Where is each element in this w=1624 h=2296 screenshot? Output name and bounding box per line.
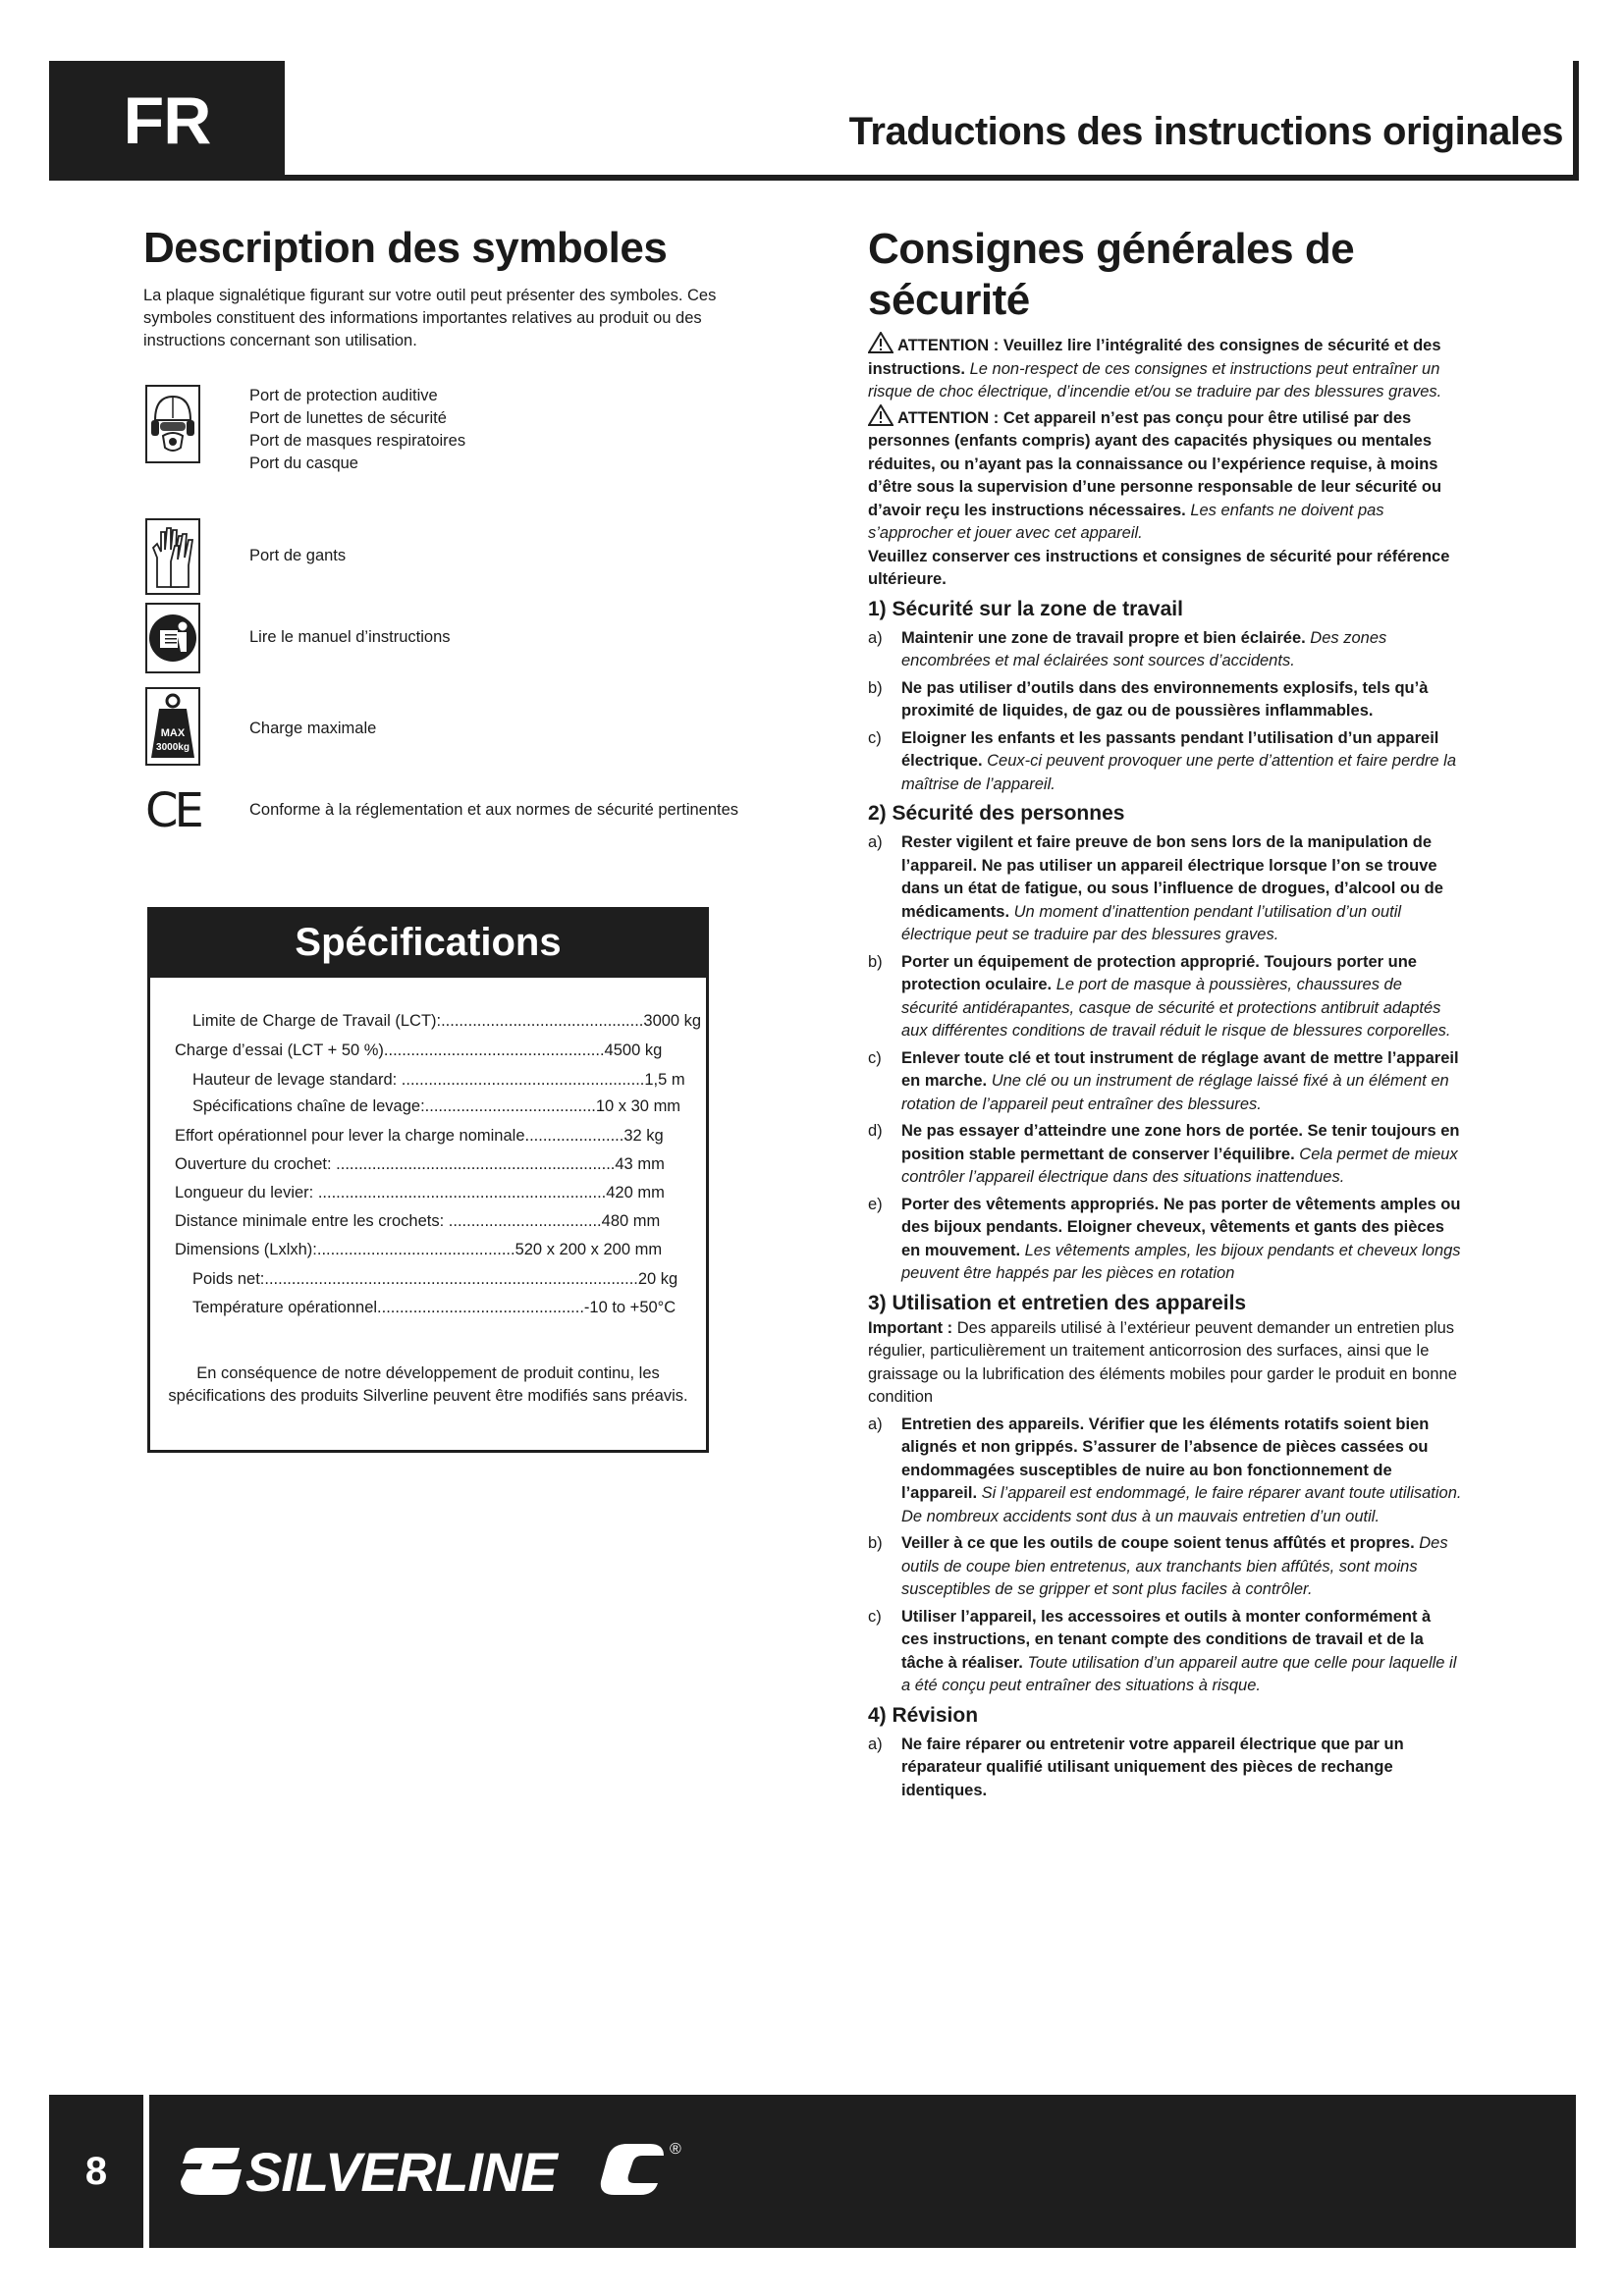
section-intro-bold: Important :: [868, 1318, 953, 1337]
item-italic: Des outils de coupe bien entretenus, aux tranchants bien affûtés, sont moins susceptibles de se gripper et sont plus faciles à contrôler.: [901, 1534, 1448, 1598]
symbol-text: Port du casque: [249, 454, 358, 472]
item-italic: Une clé ou un instrument de réglage laissé fixé à un élément en rotation de l’appareil peut entraîner des blessures.: [901, 1072, 1449, 1113]
spec-line: Effort opérationnel pour lever la charge nominale......................32 kg: [175, 1127, 664, 1145]
item-bold: Porter des vêtements appropriés. Ne pas porter de vêtements amples ou des bijoux pendants. Eloigner cheveux, vêtements et gants des pièces en mouvement.: [901, 1195, 1461, 1259]
symbol-text: Charge maximale: [249, 720, 377, 737]
list-item: [868, 1606, 1462, 1698]
symbols-intro: La plaque signalétique figurant sur votre outil peut présenter des symboles. Ces symboles constituent des informations importantes relatives au produit ou des instructions concernant son utilisation.: [143, 287, 717, 349]
section-heading: 2) Sécurité des personnes: [868, 802, 1125, 825]
item-label: a): [868, 1415, 883, 1433]
warning-1: [868, 332, 1462, 404]
item-italic: Ceux-ci peuvent provoquer une perte d’attention et faire perdre la maîtrise de l’appareil.: [901, 752, 1457, 793]
item-label: d): [868, 1122, 883, 1140]
list-item: [868, 727, 1462, 797]
item-bold: Porter un équipement de protection approprié. Toujours porter une protection oculaire.: [901, 952, 1417, 993]
spec-line: Limite de Charge de Travail (LCT):.............................................3000 kg: [192, 1012, 702, 1030]
list-item: [868, 1414, 1462, 1529]
list-item: [868, 627, 1462, 673]
spec-line: Distance minimale entre les crochets: ..................................480 mm: [175, 1212, 661, 1230]
item-bold: Entretien des appareils. Vérifier que les éléments rotatifs soient bien alignés et non grippés. S’assurer de l’absence de pièces cassées ou endommagées susceptibles de nuire au bon fonctionnement de l’appareil.: [901, 1415, 1430, 1502]
item-bold: Veiller à ce que les outils de coupe soient tenus affûtés et propres.: [901, 1534, 1415, 1552]
warning-2-italic: Les enfants ne doivent pas s’approcher et jouer avec cet appareil.: [868, 501, 1384, 542]
header-rule: [285, 175, 1579, 181]
brand-name: SILVERLINE: [245, 2141, 557, 2203]
spec-line: Longueur du levier: ................................................................420 mm: [175, 1184, 665, 1201]
list-item: [868, 1120, 1462, 1190]
max-load-icon: [145, 687, 200, 766]
warning-triangle-icon: [868, 332, 893, 353]
symbol-text: Conforme à la réglementation et aux normes de sécurité pertinentes: [249, 801, 739, 819]
item-bold: Rester vigilent et faire preuve de bon sens lors de la manipulation de l’appareil. Ne pas utiliser un appareil électrique lorsque l’on se trouve dans un état de fatigue, ou sous l’influence de drogues, d’alcool ou de médicaments.: [901, 833, 1443, 921]
spec-line: Ouverture du crochet: ..............................................................43 mm: [175, 1155, 665, 1173]
list-item: [868, 677, 1462, 723]
item-italic: Toute utilisation d’un appareil autre que celle pour laquelle il a été conçu peut entraîner des situations à risque.: [901, 1653, 1457, 1694]
header-vertical-rule: [1573, 61, 1579, 181]
registered-mark: ®: [670, 2141, 681, 2158]
list-item: [868, 1047, 1462, 1117]
list-item: [868, 951, 1462, 1043]
document-title: Traductions des instructions originales: [848, 110, 1563, 153]
symbol-text: Port de masques respiratoires: [249, 432, 466, 450]
section-heading: 4) Révision: [868, 1703, 979, 1727]
silverline-logo: [173, 2130, 723, 2209]
list-item: [868, 1734, 1462, 1803]
item-label: a): [868, 833, 883, 851]
symbol-text: Port de protection auditive: [249, 387, 438, 404]
symbol-text: Port de lunettes de sécurité: [249, 409, 447, 427]
symbol-text: Port de gants: [249, 547, 347, 564]
symbol-text: Lire le manuel d’instructions: [249, 628, 451, 646]
item-bold: Eloigner les enfants et les passants pendant l’utilisation d’un appareil électrique.: [901, 728, 1439, 770]
section-intro: [868, 1317, 1462, 1410]
item-label: c): [868, 1607, 882, 1626]
item-bold: Maintenir une zone de travail propre et bien éclairée.: [901, 628, 1306, 647]
list-item: [868, 1532, 1462, 1602]
logo-right-hook-icon: [601, 2144, 664, 2195]
item-italic: Le port de masque à poussières, chaussures de sécurité antidérapantes, casque de sécurité et protections antibruit adaptés aux différentes conditions de travail réduit le risque de blessures corporelles.: [901, 976, 1451, 1040]
item-italic: Cela permet de mieux contrôler l’appareil électrique dans des situations inattendues.: [901, 1145, 1458, 1186]
spec-line: Poids net:...................................................................................20 kg: [192, 1270, 678, 1288]
item-italic: Un moment d’inattention pendant l’utilisation d’un outil électrique peut se traduire par des blessures graves.: [901, 902, 1402, 943]
warning-2: [868, 404, 1462, 546]
item-label: c): [868, 1048, 882, 1067]
gloves-icon: [145, 518, 200, 595]
spec-line: Température opérationnel..............................................-10 to +50°C: [192, 1299, 677, 1316]
list-item: [868, 831, 1462, 947]
section-intro-text: Des appareils utilisé à l’extérieur peuvent demander un entretien plus régulier, particulièrement un traitement anticorrosion des surfaces, ainsi que le graissage ou la lubrification des éléments mobiles pour garder le produit en bonne condition: [868, 1318, 1457, 1406]
footer-divider: [143, 2095, 149, 2248]
item-bold: Ne faire réparer ou entretenir votre appareil électrique que par un réparateur qualifié utilisant uniquement des pièces de rechange identiques.: [901, 1735, 1404, 1799]
logo-left-hook-icon: [181, 2148, 242, 2195]
keep-instructions-text: Veuillez conserver ces instructions et consignes de sécurité pour référence ultérieure.: [868, 547, 1450, 588]
page-number: 8: [84, 2149, 108, 2193]
specifications-heading: Spécifications: [147, 907, 709, 978]
section-heading: 3) Utilisation et entretien des appareils: [868, 1291, 1247, 1314]
list-item: [868, 1194, 1462, 1286]
safety-column: [868, 224, 1462, 1802]
symbols-heading: Description des symboles: [143, 224, 668, 272]
safety-heading: Consignes générales de sécurité: [868, 225, 1355, 324]
item-label: c): [868, 728, 882, 747]
item-label: a): [868, 628, 883, 647]
item-label: b): [868, 952, 883, 971]
ce-mark-icon: CE: [145, 783, 200, 838]
item-label: b): [868, 678, 883, 697]
item-bold: Enlever toute clé et tout instrument de réglage avant de mettre l’appareil en marche.: [901, 1048, 1459, 1090]
manual-icon: [145, 603, 200, 673]
item-label: b): [868, 1534, 883, 1552]
specifications-note: En conséquence de notre développement de produit continu, les spécifications des produits Silverline peuvent être modifiés sans préavis.: [168, 1364, 688, 1405]
spec-line: Spécifications chaîne de levage:......................................10 x 30 mm: [192, 1097, 681, 1115]
item-italic: Les vêtements amples, les bijoux pendants et cheveux longs peuvent être happés par les pièces en rotation: [901, 1241, 1461, 1282]
item-italic: Si l’appareil est endommagé, le faire réparer avant toute utilisation. De nombreux accidents sont dus à un mauvais entretien d’un outil.: [901, 1484, 1462, 1525]
spec-line: Hauteur de levage standard: ......................................................1,5 m: [192, 1071, 685, 1089]
spec-line: Charge d’essai (LCT + 50 %).................................................4500 kg: [175, 1041, 663, 1059]
item-bold: Ne pas essayer d’atteindre une zone hors de portée. Se tenir toujours en position stable permettant de conserver l’équilibre.: [901, 1122, 1460, 1163]
section-heading: 1) Sécurité sur la zone de travail: [868, 597, 1183, 620]
item-bold: Ne pas utiliser d’outils dans des environnements explosifs, tels qu’à proximité de liquides, de gaz ou de poussières inflammables.: [901, 678, 1429, 720]
warning-triangle-icon: [868, 404, 893, 426]
max-load-value: 3000kg: [156, 742, 189, 753]
keep-instructions: [868, 546, 1462, 592]
warning-1-italic: Le non-respect de ces consignes et instructions peut entraîner un risque de choc électrique, d’incendie et/ou se traduire par des blessures graves.: [868, 359, 1442, 400]
item-italic: Des zones encombrées et mal éclairées sont sources d’accidents.: [901, 628, 1387, 669]
max-label: MAX: [160, 727, 186, 739]
language-code: FR: [123, 83, 211, 158]
spec-line: Dimensions (Lxlxh):............................................520 x 200 x 200 mm: [175, 1241, 663, 1258]
item-bold: Utiliser l’appareil, les accessoires et outils à monter conformément à ces instructions, en tenant compte des conditions de travail et de la tâche à réaliser.: [901, 1607, 1432, 1672]
warning-1-bold: ATTENTION : Veuillez lire l’intégralité des consignes de sécurité et des instructions.: [868, 337, 1441, 378]
warning-2-bold: ATTENTION : Cet appareil n’est pas conçu pour être utilisé par des personnes (enfants compris) ayant des capacités physiques ou mentales réduites, ou n’ayant pas la connaissance ou l’expérience requise, à moins d’être sous la supervision d’une personne responsable de leur sécurité ou d’avoir reçu les instructions nécessaires.: [868, 408, 1442, 519]
item-label: a): [868, 1735, 883, 1753]
ppe-icon: [145, 385, 200, 463]
item-label: e): [868, 1195, 883, 1213]
